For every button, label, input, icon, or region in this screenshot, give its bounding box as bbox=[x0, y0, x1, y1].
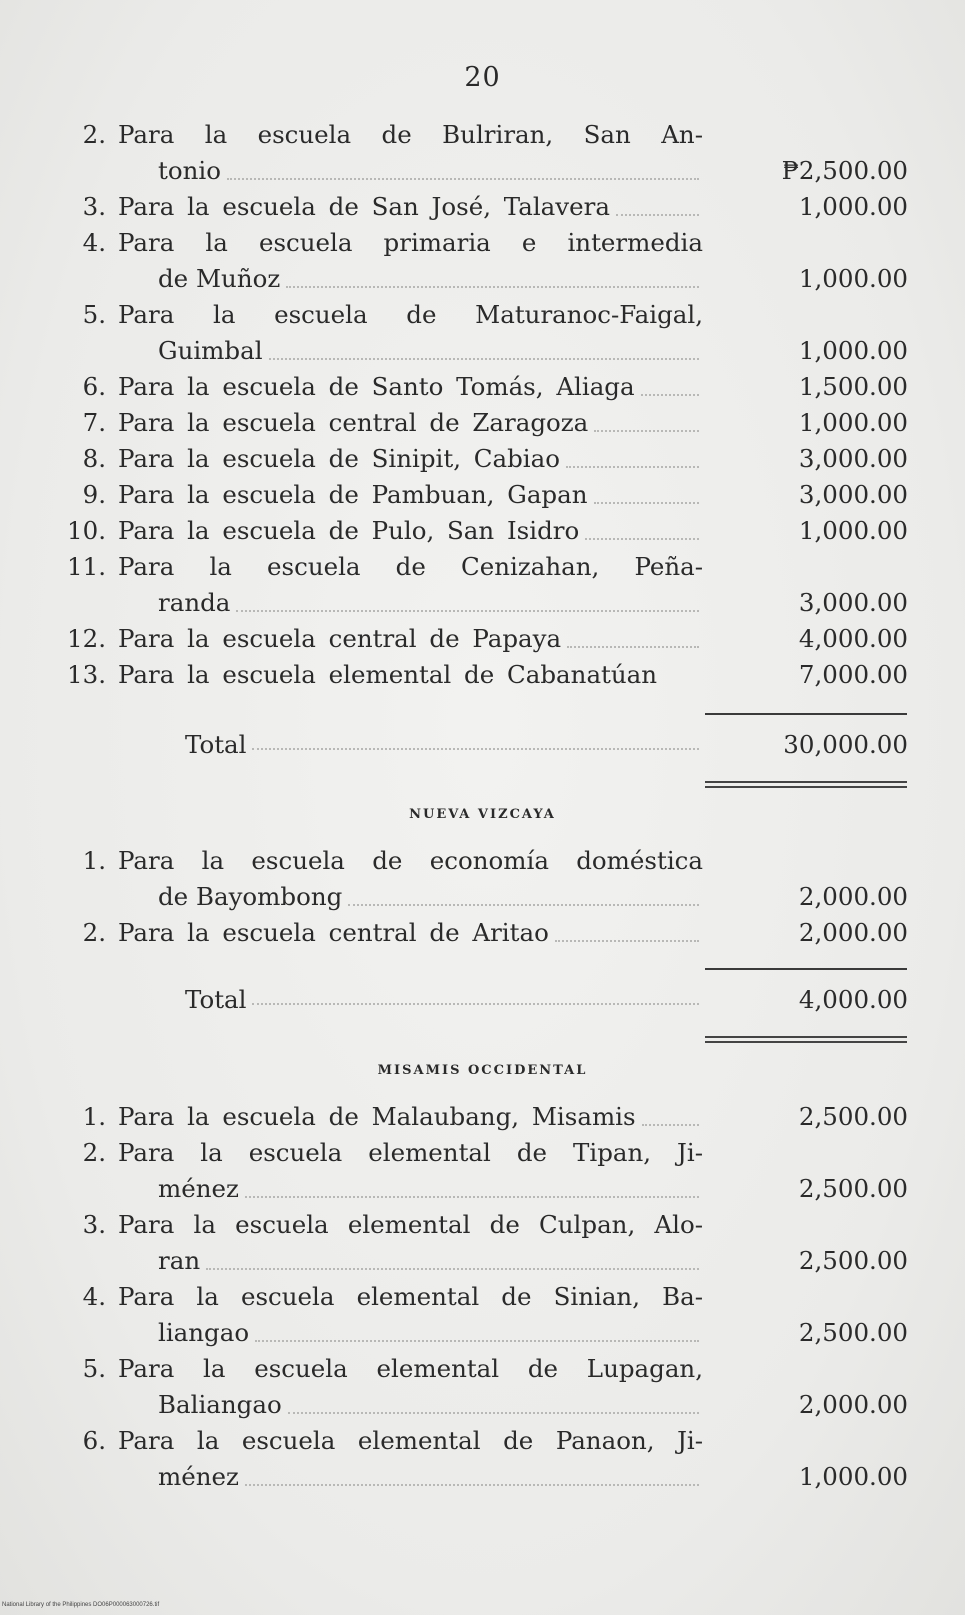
list-item: 6. Para la escuela de Santo Tomás, Aliaga 1,500.00 bbox=[0, 369, 965, 405]
leader-dots bbox=[642, 1099, 699, 1126]
list-item: 6. Para la escuela elemental de Panaon, Ji- ménez 1,000.00 bbox=[82, 1426, 908, 1491]
list-item: 12. Para la escuela central de Papaya 4,000.00 bbox=[0, 621, 965, 657]
double-rule bbox=[705, 781, 907, 788]
list-item: 10. Para la escuela de Pulo, San Isidro 1,000.00 bbox=[0, 513, 965, 549]
leader-dots bbox=[269, 333, 699, 360]
total-row: Total bbox=[185, 985, 703, 1014]
list-item: 7. Para la escuela central de Zaragoza 1,000.00 bbox=[0, 405, 965, 441]
leader-dots bbox=[594, 405, 699, 432]
leader-dots bbox=[286, 261, 699, 288]
leader-dots bbox=[555, 915, 699, 942]
page-number: 20 bbox=[464, 62, 501, 93]
list-item: 9. Para la escuela de Pambuan, Gapan 3,000.00 bbox=[0, 477, 965, 513]
section-heading: MISAMIS OCCIDENTAL bbox=[377, 1063, 588, 1078]
archive-stamp: National Library of the Philippines DO06P000063000726.tif bbox=[2, 1602, 160, 1608]
list-item: 3. Para la escuela elemental de Culpan, Alo- ran 2,500.00 bbox=[82, 1210, 908, 1275]
list-item: 5. Para la escuela elemental de Lupagan, Baliangao 2,000.00 bbox=[82, 1354, 908, 1419]
sum-rule bbox=[705, 713, 907, 715]
list-item: 4. Para la escuela primaria e intermedia de Muñoz 1,000.00 bbox=[82, 228, 908, 293]
list-item: 2. Para la escuela elemental de Tipan, Ji- ménez 2,500.00 bbox=[82, 1138, 908, 1203]
total-amount: 30,000.00 bbox=[783, 730, 908, 759]
leader-dots bbox=[616, 189, 699, 216]
list-item: 5. Para la escuela de Maturanoc-Faigal, Guimbal 1,000.00 bbox=[82, 300, 908, 365]
leader-dots bbox=[288, 1387, 699, 1414]
list-item: 8. Para la escuela de Sinipit, Cabiao 3,000.00 bbox=[0, 441, 965, 477]
leader-dots bbox=[594, 477, 700, 504]
leader-dots bbox=[585, 513, 699, 540]
leader-dots bbox=[567, 621, 699, 648]
list-item: 11. Para la escuela de Cenizahan, Peña- randa 3,000.00 bbox=[67, 552, 908, 617]
leader-dots bbox=[252, 730, 699, 750]
list-item: 1. Para la escuela de Malaubang, Misamis 2,500.00 bbox=[0, 1099, 965, 1135]
leader-dots bbox=[348, 879, 699, 906]
list-item: 2. Para la escuela de Bulriran, San An- tonio ₱2,500.00 bbox=[82, 120, 908, 185]
list-item: 13. Para la escuela elemental de Cabanatúan 7,000.00 bbox=[67, 660, 908, 689]
leader-dots bbox=[252, 985, 699, 1005]
leader-dots bbox=[245, 1459, 699, 1486]
section-heading: NUEVA VIZCAYA bbox=[409, 807, 556, 822]
leader-dots bbox=[255, 1315, 699, 1342]
list-item: 1. Para la escuela de economía doméstica de Bayombong 2,000.00 bbox=[82, 846, 908, 911]
double-rule bbox=[705, 1036, 907, 1043]
leader-dots bbox=[227, 153, 699, 180]
total-row: Total bbox=[185, 730, 703, 759]
leader-dots bbox=[245, 1171, 699, 1198]
nueva-vizcaya-section bbox=[0, 843, 965, 951]
total-amount: 4,000.00 bbox=[798, 985, 908, 1014]
sum-rule bbox=[705, 968, 907, 970]
leader-dots bbox=[641, 369, 699, 396]
misamis-section bbox=[0, 1099, 965, 1495]
list-item: 3. Para la escuela de San José, Talavera 1,000.00 bbox=[0, 189, 965, 225]
leader-dots bbox=[206, 1243, 699, 1270]
leader-dots bbox=[236, 585, 699, 612]
list-item: 4. Para la escuela elemental de Sinian, Ba- liangao 2,500.00 bbox=[82, 1282, 908, 1347]
list-item: 2. Para la escuela central de Aritao 2,000.00 bbox=[0, 915, 965, 951]
leader-dots bbox=[566, 441, 699, 468]
ecija-section bbox=[0, 117, 965, 693]
